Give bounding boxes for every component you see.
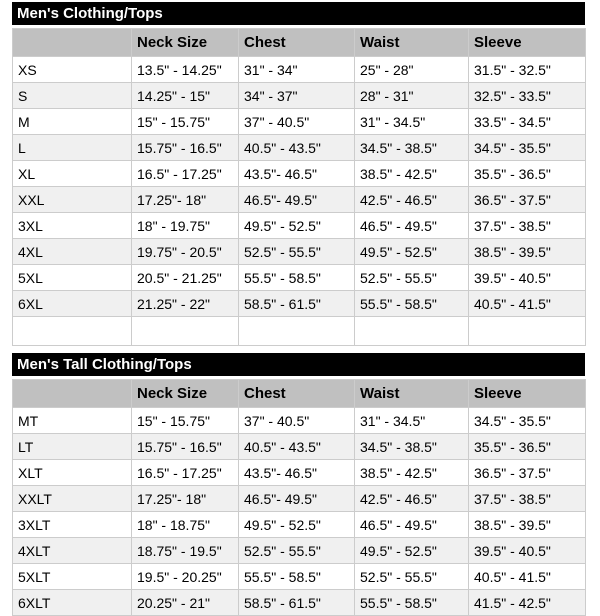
- size-label-cell: M: [13, 109, 132, 135]
- measurement-cell: 32.5" - 33.5": [469, 83, 586, 109]
- measurement-cell: 40.5" - 43.5": [239, 135, 355, 161]
- mens-tall-clothing-tops-table: [12, 379, 586, 616]
- column-header: Chest: [239, 380, 355, 408]
- mens-tall-clothing-tops-title: Men's Tall Clothing/Tops: [12, 353, 585, 376]
- measurement-cell: 36.5" - 37.5": [469, 460, 586, 486]
- measurement-cell: 35.5" - 36.5": [469, 161, 586, 187]
- table-row: [13, 161, 586, 187]
- table-row: [13, 291, 586, 317]
- table-row: [13, 564, 586, 590]
- header-row: [13, 380, 586, 408]
- table-row: [13, 460, 586, 486]
- measurement-cell: 14.25" - 15": [132, 83, 239, 109]
- measurement-cell: 19.5" - 20.25": [132, 564, 239, 590]
- measurement-cell: 39.5" - 40.5": [469, 265, 586, 291]
- measurement-cell: 55.5" - 58.5": [239, 564, 355, 590]
- size-label-cell: 4XLT: [13, 538, 132, 564]
- measurement-cell: 52.5" - 55.5": [239, 239, 355, 265]
- mens-clothing-tops-table: [12, 28, 586, 346]
- mens-clothing-tops-section: [12, 2, 585, 346]
- measurement-cell: [355, 317, 469, 346]
- measurement-cell: 46.5" - 49.5": [355, 213, 469, 239]
- table-row: [13, 187, 586, 213]
- measurement-cell: 49.5" - 52.5": [239, 512, 355, 538]
- measurement-cell: 33.5" - 34.5": [469, 109, 586, 135]
- measurement-cell: 52.5" - 55.5": [355, 265, 469, 291]
- size-label-cell: [13, 317, 132, 346]
- table-row: [13, 434, 586, 460]
- table-row: [13, 213, 586, 239]
- measurement-cell: 16.5" - 17.25": [132, 161, 239, 187]
- size-label-cell: 3XLT: [13, 512, 132, 538]
- measurement-cell: 38.5" - 39.5": [469, 512, 586, 538]
- size-label-cell: 5XL: [13, 265, 132, 291]
- size-label-cell: LT: [13, 434, 132, 460]
- measurement-cell: 58.5" - 61.5": [239, 590, 355, 616]
- measurement-cell: 38.5" - 39.5": [469, 239, 586, 265]
- measurement-cell: 13.5" - 14.25": [132, 57, 239, 83]
- measurement-cell: 16.5" - 17.25": [132, 460, 239, 486]
- measurement-cell: 49.5" - 52.5": [239, 213, 355, 239]
- measurement-cell: 15.75" - 16.5": [132, 434, 239, 460]
- table-row: [13, 109, 586, 135]
- column-header: [13, 29, 132, 57]
- size-label-cell: XLT: [13, 460, 132, 486]
- measurement-cell: 15" - 15.75": [132, 109, 239, 135]
- measurement-cell: 19.75" - 20.5": [132, 239, 239, 265]
- measurement-cell: 18.75" - 19.5": [132, 538, 239, 564]
- measurement-cell: 31" - 34.5": [355, 408, 469, 434]
- measurement-cell: 46.5"- 49.5": [239, 187, 355, 213]
- measurement-cell: 15" - 15.75": [132, 408, 239, 434]
- size-label-cell: 5XLT: [13, 564, 132, 590]
- measurement-cell: 55.5" - 58.5": [355, 590, 469, 616]
- measurement-cell: 34.5" - 38.5": [355, 135, 469, 161]
- measurement-cell: 37" - 40.5": [239, 408, 355, 434]
- table-row: [13, 83, 586, 109]
- measurement-cell: 18" - 19.75": [132, 213, 239, 239]
- measurement-cell: 49.5" - 52.5": [355, 538, 469, 564]
- table-row: [13, 538, 586, 564]
- measurement-cell: 34.5" - 35.5": [469, 135, 586, 161]
- measurement-cell: 37" - 40.5": [239, 109, 355, 135]
- measurement-cell: 17.25"- 18": [132, 486, 239, 512]
- measurement-cell: 37.5" - 38.5": [469, 213, 586, 239]
- measurement-cell: 17.25"- 18": [132, 187, 239, 213]
- measurement-cell: [239, 317, 355, 346]
- size-label-cell: 6XL: [13, 291, 132, 317]
- table-row: [13, 57, 586, 83]
- measurement-cell: 28" - 31": [355, 83, 469, 109]
- measurement-cell: 37.5" - 38.5": [469, 486, 586, 512]
- measurement-cell: 55.5" - 58.5": [239, 265, 355, 291]
- measurement-cell: 40.5" - 41.5": [469, 291, 586, 317]
- measurement-cell: 25" - 28": [355, 57, 469, 83]
- measurement-cell: 39.5" - 40.5": [469, 538, 586, 564]
- measurement-cell: 40.5" - 43.5": [239, 434, 355, 460]
- measurement-cell: 15.75" - 16.5": [132, 135, 239, 161]
- measurement-cell: 20.25" - 21": [132, 590, 239, 616]
- measurement-cell: 34.5" - 38.5": [355, 434, 469, 460]
- measurement-cell: 42.5" - 46.5": [355, 187, 469, 213]
- measurement-cell: 40.5" - 41.5": [469, 564, 586, 590]
- measurement-cell: 43.5"- 46.5": [239, 161, 355, 187]
- measurement-cell: 46.5"- 49.5": [239, 486, 355, 512]
- size-label-cell: MT: [13, 408, 132, 434]
- measurement-cell: 34" - 37": [239, 83, 355, 109]
- column-header: Sleeve: [469, 29, 586, 57]
- measurement-cell: 41.5" - 42.5": [469, 590, 586, 616]
- column-header: Neck Size: [132, 29, 239, 57]
- table-row: [13, 408, 586, 434]
- size-label-cell: 3XL: [13, 213, 132, 239]
- table-row: [13, 317, 586, 346]
- table-row: [13, 265, 586, 291]
- measurement-cell: [469, 317, 586, 346]
- size-label-cell: XXLT: [13, 486, 132, 512]
- column-header: Chest: [239, 29, 355, 57]
- table-row: [13, 486, 586, 512]
- measurement-cell: 35.5" - 36.5": [469, 434, 586, 460]
- measurement-cell: 49.5" - 52.5": [355, 239, 469, 265]
- measurement-cell: 21.25" - 22": [132, 291, 239, 317]
- measurement-cell: 31" - 34.5": [355, 109, 469, 135]
- measurement-cell: 52.5" - 55.5": [355, 564, 469, 590]
- measurement-cell: 31.5" - 32.5": [469, 57, 586, 83]
- column-header: Waist: [355, 380, 469, 408]
- measurement-cell: [132, 317, 239, 346]
- measurement-cell: 42.5" - 46.5": [355, 486, 469, 512]
- measurement-cell: 38.5" - 42.5": [355, 460, 469, 486]
- measurement-cell: 20.5" - 21.25": [132, 265, 239, 291]
- measurement-cell: 43.5"- 46.5": [239, 460, 355, 486]
- table-row: [13, 590, 586, 616]
- measurement-cell: 46.5" - 49.5": [355, 512, 469, 538]
- size-label-cell: 4XL: [13, 239, 132, 265]
- measurement-cell: 52.5" - 55.5": [239, 538, 355, 564]
- table-row: [13, 135, 586, 161]
- size-label-cell: S: [13, 83, 132, 109]
- column-header: [13, 380, 132, 408]
- mens-clothing-tops-title: Men's Clothing/Tops: [12, 2, 585, 25]
- measurement-cell: 18" - 18.75": [132, 512, 239, 538]
- size-label-cell: XXL: [13, 187, 132, 213]
- table-row: [13, 239, 586, 265]
- size-label-cell: XS: [13, 57, 132, 83]
- mens-tall-clothing-tops-section: [12, 353, 585, 616]
- column-header: Sleeve: [469, 380, 586, 408]
- column-header: Waist: [355, 29, 469, 57]
- table-row: [13, 512, 586, 538]
- size-label-cell: XL: [13, 161, 132, 187]
- measurement-cell: 34.5" - 35.5": [469, 408, 586, 434]
- size-label-cell: 6XLT: [13, 590, 132, 616]
- measurement-cell: 55.5" - 58.5": [355, 291, 469, 317]
- measurement-cell: 36.5" - 37.5": [469, 187, 586, 213]
- size-label-cell: L: [13, 135, 132, 161]
- measurement-cell: 58.5" - 61.5": [239, 291, 355, 317]
- measurement-cell: 38.5" - 42.5": [355, 161, 469, 187]
- header-row: [13, 29, 586, 57]
- column-header: Neck Size: [132, 380, 239, 408]
- measurement-cell: 31" - 34": [239, 57, 355, 83]
